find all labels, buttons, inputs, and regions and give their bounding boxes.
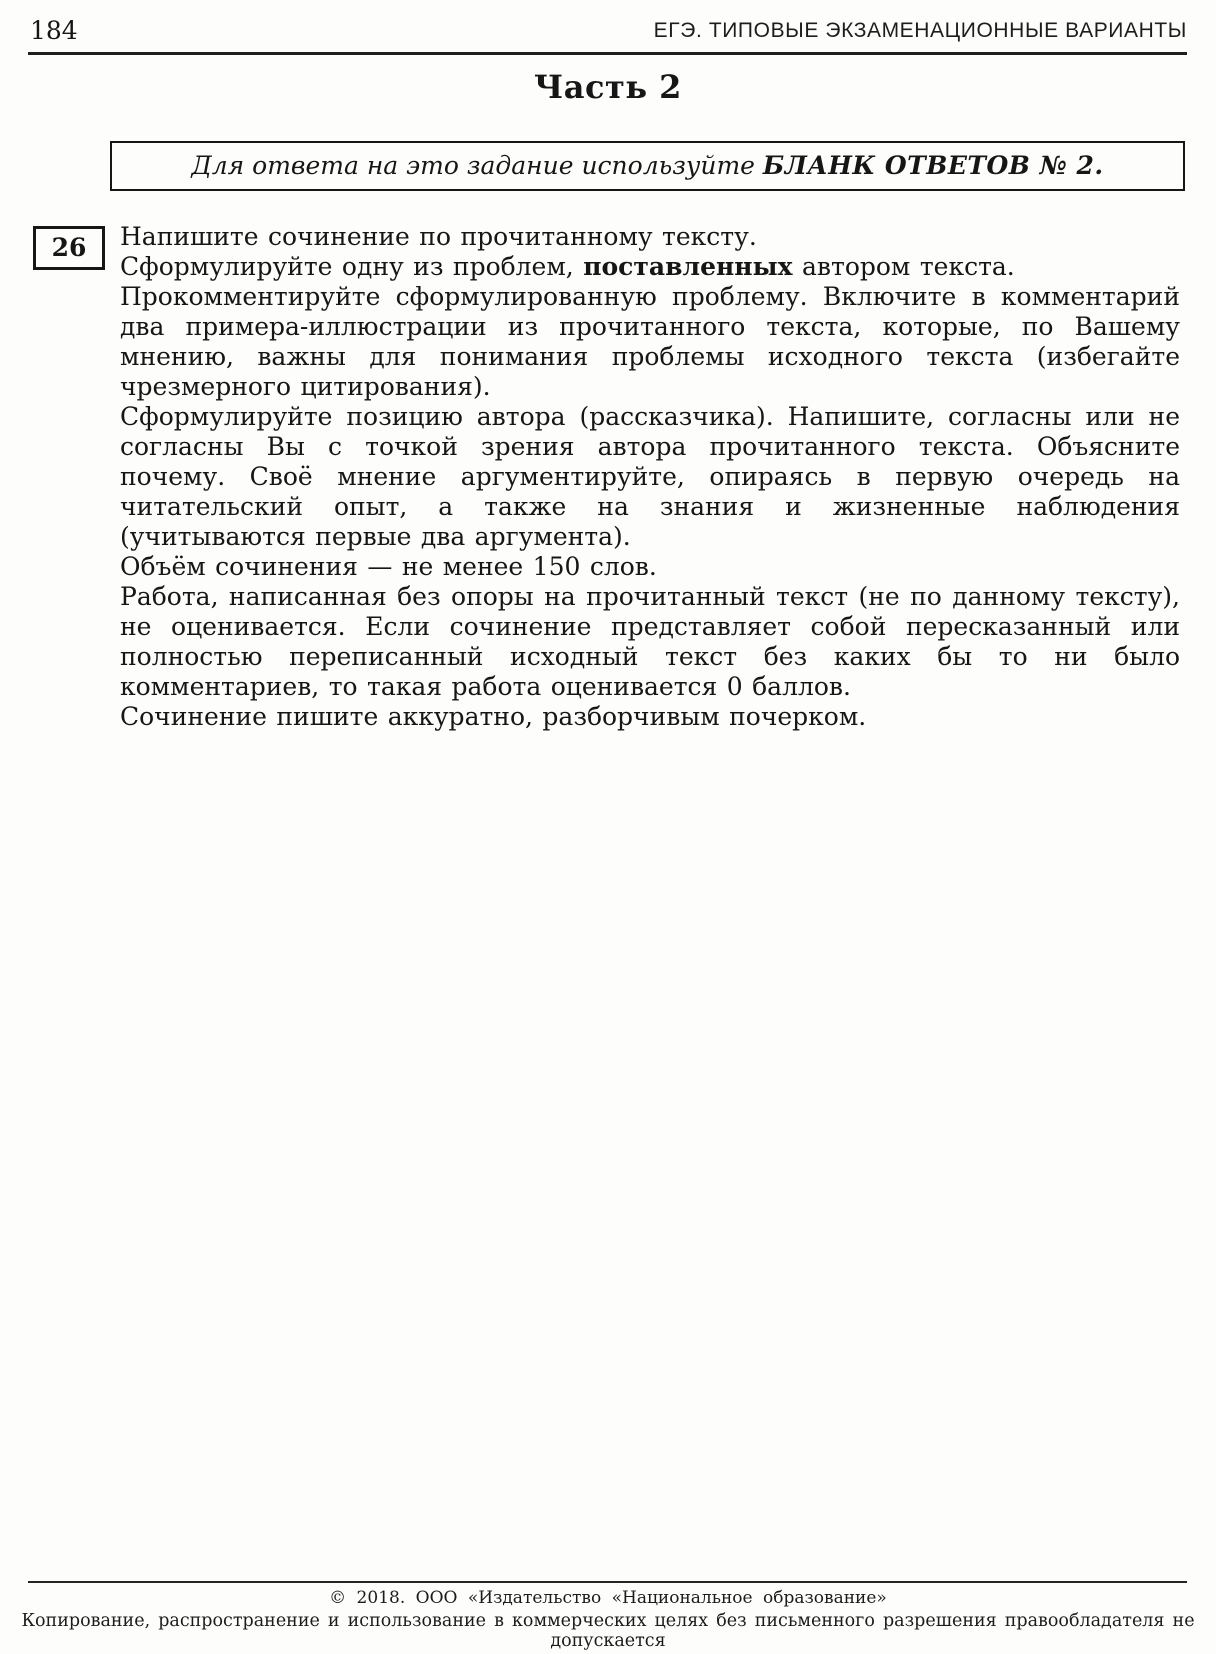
footer-copyright: © 2018. ООО «Издательство «Национальное образование» xyxy=(329,1588,887,1608)
paragraph-bold-text: поставленных xyxy=(583,252,793,281)
part-title: Часть 2 xyxy=(534,68,682,106)
task-paragraph: Объём сочинения — не менее 150 слов. xyxy=(120,552,657,581)
task-number: 26 xyxy=(33,226,105,270)
page-number: 184 xyxy=(30,16,78,45)
task-paragraph: Напишите сочинение по прочитанному тексту. xyxy=(120,222,757,251)
task-paragraph: Работа, написанная без опоры на прочитанный текст (не по данному тексту), не оценивается. Если сочинение представляет собой пересказанный или полностью переписанный исходный текст без каких бы то ни было комментариев, то такая работа оценивается 0 баллов. xyxy=(120,582,1180,701)
paragraph-text: автором текста. xyxy=(792,252,1015,281)
footer-divider xyxy=(28,1581,1187,1583)
task-paragraph: Сформулируйте позицию автора (рассказчика). Напишите, согласны или не согласны Вы с точкой зрения автора прочитанного текста. Объясните почему. Своё мнение аргументируйте, опираясь в первую очередь на читательский опыт, а также на знания и жизненные наблюдения (учитываются первые два аргумента). xyxy=(120,402,1180,551)
task-text xyxy=(120,222,1180,732)
header-divider xyxy=(28,52,1187,55)
instruction-text: Для ответа на это задание используйте xyxy=(191,151,763,180)
instruction-emphasis: БЛАНК ОТВЕТОВ № 2. xyxy=(762,151,1104,180)
paragraph-text: Сформулируйте одну из проблем, xyxy=(120,252,584,281)
task-paragraph xyxy=(120,252,1180,282)
page-header xyxy=(30,16,1187,46)
task-paragraph: Сочинение пишите аккуратно, разборчивым почерком. xyxy=(120,702,867,731)
answer-sheet-instruction xyxy=(110,141,1185,191)
header-title: ЕГЭ. ТИПОВЫЕ ЭКЗАМЕНАЦИОННЫЕ ВАРИАНТЫ xyxy=(653,19,1187,42)
footer-notice: Копирование, распространение и использование в коммерческих целях без письменного разрешения правообладателя не допускается xyxy=(21,1611,1195,1651)
task-paragraph: Прокомментируйте сформулированную проблему. Включите в комментарий два примера-иллюстрации из прочитанного текста, которые, по Вашему мнению, важны для понимания проблемы исходного текста (избегайте чрезмерного цитирования). xyxy=(120,282,1180,401)
